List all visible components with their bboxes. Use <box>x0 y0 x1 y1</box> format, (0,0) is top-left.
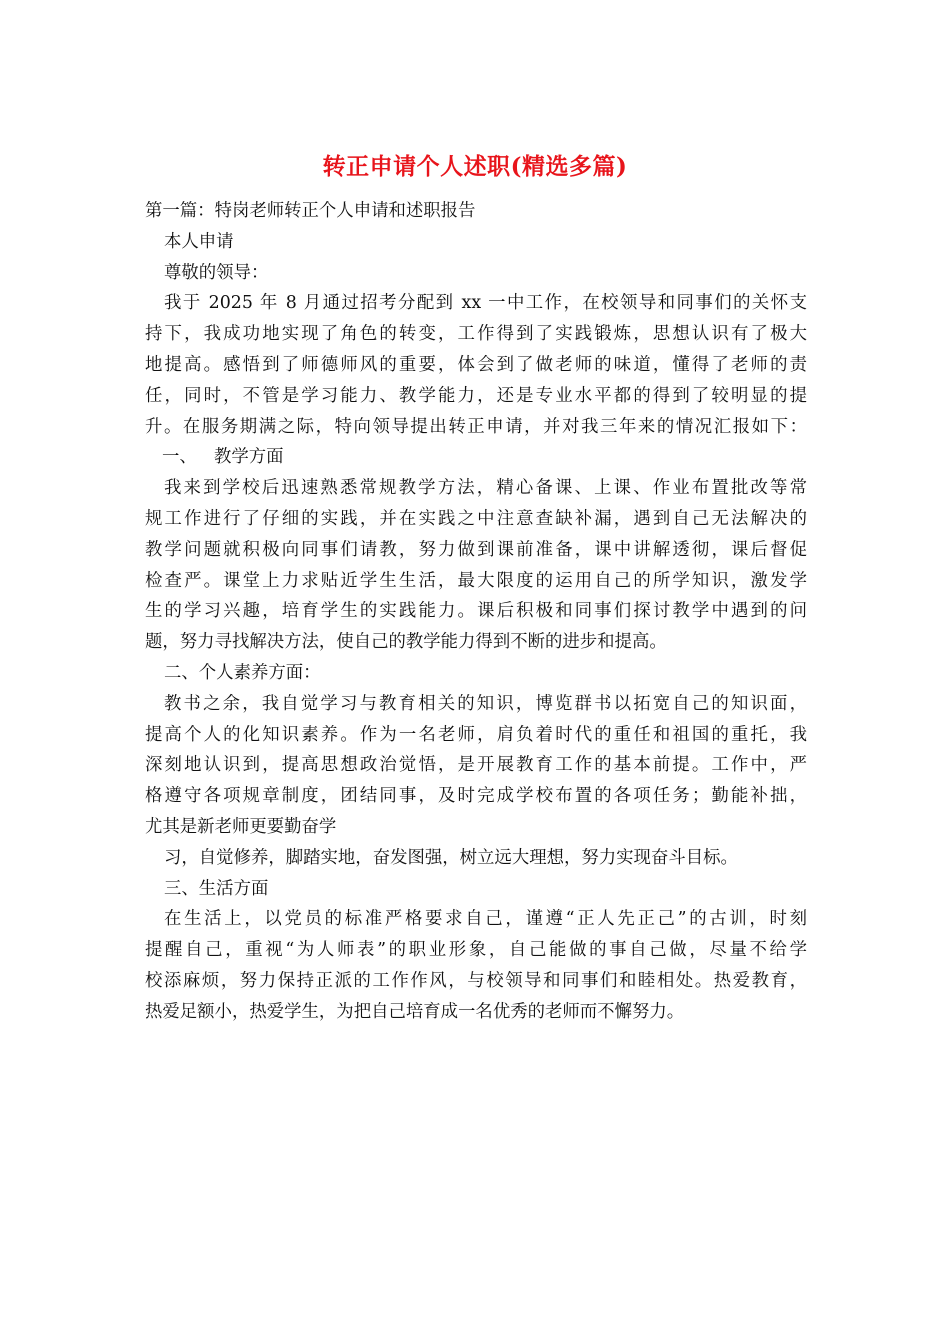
paragraph-line: 习，自觉修养，脚踏实地，奋发图强，树立远大理想，努力实现奋斗目标。 <box>164 847 738 868</box>
paragraph-line: 教书之余，我自觉学习与教育相关的知识，博览群书以拓宽自己的知识面， <box>164 693 807 714</box>
paragraph-line: 提醒自己，重视“为人师表”的职业形象，自己能做的事自己做，尽量不给学 <box>145 940 807 961</box>
section-heading-teaching <box>145 442 807 473</box>
page-title: 转正申请个人述职(精选多篇) <box>322 153 628 180</box>
personal-paragraph <box>145 689 807 874</box>
section-number: 一、 <box>162 447 197 468</box>
section-title: 教学方面 <box>214 447 284 468</box>
document-body <box>145 196 807 1028</box>
section-heading-personal: 二、个人素养方面： <box>164 662 321 683</box>
paragraph-line: 任，同时，不管是学习能力、教学能力，还是专业水平都的得到了较明显的提 <box>145 385 807 406</box>
paragraph-line: 地提高。感悟到了师德师风的重要，体会到了做老师的味道，懂得了老师的责 <box>145 354 807 375</box>
paragraph-line: 我于 2025 年 8 月通过招考分配到 xx 一中工作，在校领导和同事们的关怀支 <box>164 293 807 314</box>
paragraph-line: 教学问题就积极向同事们请教，努力做到课前准备，课中讲解透彻，课后督促 <box>145 539 807 560</box>
paragraph-line: 尤其是新老师更要勤奋学 <box>145 816 337 837</box>
paragraph-line: 规工作进行了仔细的实践，并在实践之中注意查缺补漏，遇到自己无法解决的 <box>145 508 807 529</box>
paragraph-line: 在生活上，以党员的标准严格要求自己，谨遵“正人先正己”的古训，时刻 <box>164 909 807 930</box>
application-label: 本人申请 <box>164 231 234 252</box>
paragraph-line: 校添麻烦，努力保持正派的工作作风，与校领导和同事们和睦相处。热爱教育， <box>145 970 807 991</box>
teaching-paragraph <box>145 473 807 658</box>
salutation: 尊敬的领导： <box>164 262 269 283</box>
paragraph-line: 题，努力寻找解决方法，使自己的教学能力得到不断的进步和提高。 <box>145 632 667 653</box>
section-heading-life: 三、生活方面 <box>164 878 269 899</box>
paragraph-line: 持下，我成功地实现了角色的转变，工作得到了实践锻炼，思想认识有了极大 <box>145 324 807 345</box>
part-heading: 第一篇：特岗老师转正个人申请和述职报告 <box>145 201 476 221</box>
paragraph-line: 检查严。课堂上力求贴近学生生活，最大限度的运用自己的所学知识，激发学 <box>145 570 807 591</box>
paragraph-line: 格遵守各项规章制度，团结同事，及时完成学校布置的各项任务；勤能补拙， <box>145 786 807 807</box>
paragraph-line: 热爱足额小，热爱学生，为把自己培育成一名优秀的老师而不懈努力。 <box>145 1001 685 1022</box>
paragraph-line: 我来到学校后迅速熟悉常规教学方法，精心备课、上课、作业布置批改等常 <box>164 478 807 499</box>
paragraph-line: 深刻地认识到，提高思想政治觉悟，是开展教育工作的基本前提。工作中，严 <box>145 755 807 776</box>
paragraph-line: 提高个人的化知识素养。作为一名老师，肩负着时代的重任和祖国的重托，我 <box>145 724 807 745</box>
paragraph-line: 生的学习兴趣，培育学生的实践能力。课后积极和同事们探讨教学中遇到的问 <box>145 601 807 622</box>
life-paragraph <box>145 904 807 1027</box>
intro-paragraph <box>145 288 807 442</box>
paragraph-line: 升。在服务期满之际，特向领导提出转正申请，并对我三年来的情况汇报如下： <box>145 416 807 437</box>
